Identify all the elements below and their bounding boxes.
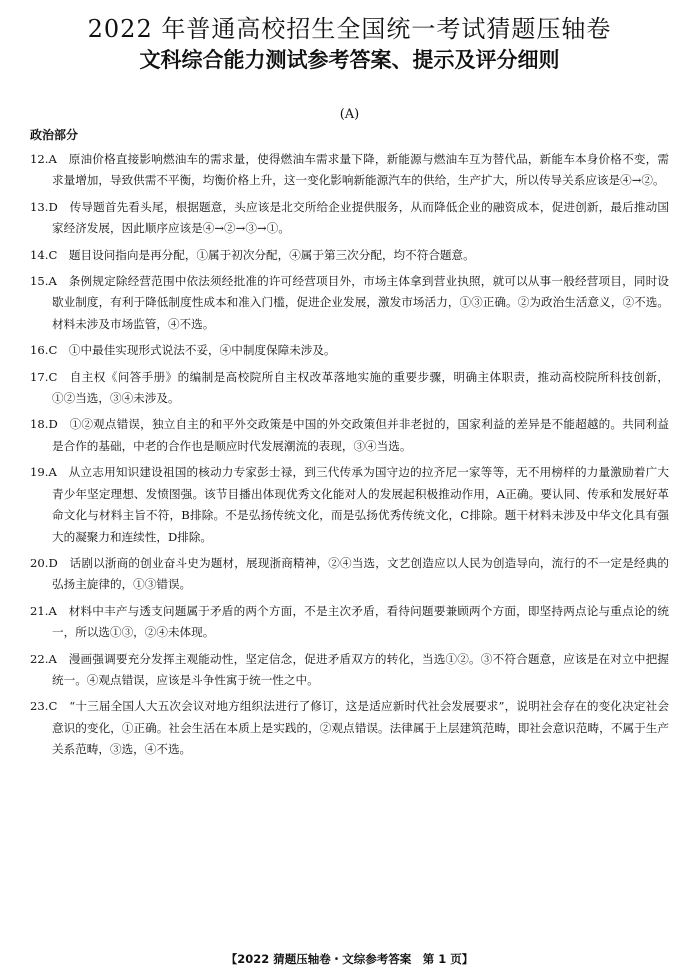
question-text: ①②观点错误，独立自主的和平外交政策是中国的外交政策但并非老挝的，国家利益的差异是不能超越的。共同利益是合作的基础，中老的合作也是顺应时代发展潮流的表现，③④当选。 <box>52 417 669 453</box>
question-19 <box>30 462 669 548</box>
question-12 <box>30 149 669 192</box>
question-text: ①中最佳实现形式说法不妥，④中制度保障未涉及。 <box>68 343 336 358</box>
question-21 <box>30 601 669 644</box>
question-number: 18.D <box>30 417 58 432</box>
question-text: 自主权《问答手册》的编制是高校院所自主权改革落地实施的重要步骤，明确主体职责，推动高校院所科技创新，①②当选，③④未涉及。 <box>52 369 669 406</box>
question-number: 23.C <box>30 699 58 714</box>
question-17 <box>30 367 669 410</box>
question-number: 21.A <box>30 603 57 618</box>
question-text: 从立志用知识建设祖国的核动力专家彭士禄，到三代传承为国守边的拉齐尼一家等等，无不用榜样的力量激励着广大青少年坚定理想、发愤图强。该节目播出体现优秀文化能对人的发展起积极推动作用，A正确。要认同、传承和发展好革命文化与材料主旨不符，B排除。不是弘扬传统文化，而是弘扬优秀传统文化，C排除。题干材料未涉及中华文化具有强大的凝聚力和连续性，D排除。 <box>52 465 669 544</box>
question-number: 13.D <box>30 199 58 214</box>
question-number: 22.A <box>30 651 57 666</box>
question-number: 14.C <box>30 247 58 262</box>
question-18 <box>30 414 669 457</box>
question-text: 题目设问指向是再分配，①属于初次分配，④属于第三次分配，均不符合题意。 <box>68 247 475 262</box>
question-number: 12.A <box>30 152 57 166</box>
question-16 <box>30 340 669 361</box>
question-number: 20.D <box>30 555 58 570</box>
section-title: 政治部分 <box>30 128 79 142</box>
question-text: “十三届全国人大五次会议对地方组织法进行了修订，这是适应新时代社会发展要求”，说明社会存在的变化决定社会意识的变化，①正确。社会生活在本质上是实践的，②观点错误。法律属于上层建筑范畴，即社会意识范畴，不属于生产关系范畴，③选，④不选。 <box>52 699 669 757</box>
question-text: 材料中丰产与透支问题属于矛盾的两个方面，不是主次矛盾，看待问题要兼顾两个方面，即坚持两点论与重点论的统一，所以选①③，②④未体现。 <box>52 603 669 640</box>
question-15 <box>30 271 669 335</box>
question-number: 17.C <box>30 369 58 384</box>
question-13 <box>30 197 669 240</box>
question-23 <box>30 696 669 760</box>
document-title: 2022 年普通高校招生全国统一考试猜题压轴卷 <box>87 15 612 43</box>
question-text: 话剧以浙商的创业奋斗史为题材，展现浙商精神，②④当选，文艺创造应以人民为创造导向，流行的不一定是经典的弘扬主旋律的，①③错误。 <box>52 555 669 592</box>
page-footer: 【2022 猜题压轴卷・文综参考答案 第 1 页】 <box>225 952 474 966</box>
question-14 <box>30 245 669 266</box>
paper-variant: (A) <box>339 107 360 122</box>
answer-page <box>0 14 699 977</box>
document-subtitle: 文科综合能力测试参考答案、提示及评分细则 <box>139 48 560 72</box>
question-text: 原油价格直接影响燃油车的需求量，使得燃油车需求量下降，新能源与燃油车互为替代品，新能车本身价格不变，需求量增加，导致供需不平衡，均衡价格上升，这一变化影响新能源汽车的供给，生产扩大，所以传导关系应该是④→②。 <box>52 152 669 188</box>
question-number: 19.A <box>30 465 57 480</box>
question-20 <box>30 553 669 596</box>
question-22 <box>30 649 669 692</box>
question-number: 15.A <box>30 274 57 289</box>
question-number: 16.C <box>30 343 58 358</box>
question-text: 漫画强调要充分发挥主观能动性，坚定信念，促进矛盾双方的转化，当选①②。③不符合题意，应该是在对立中把握统一。④观点错误，应该是斗争性寓于统一性之中。 <box>52 651 669 687</box>
question-text: 条例规定除经营范围中依法须经批准的许可经营项目外，市场主体拿到营业执照，就可以从事一般经营项目，同时设歇业制度，有利于降低制度性成本和准入门槛，促进企业发展，激发市场活力，①③正确。②为政治生活意义，②不选。材料未涉及市场监管，④不选。 <box>52 274 669 331</box>
question-text: 传导题首先看头尾，根据题意，头应该是北交所给企业提供服务，从而降低企业的融资成本，促进创新，最后推动国家经济发展，因此顺序应该是④→②→③→①。 <box>52 199 669 236</box>
